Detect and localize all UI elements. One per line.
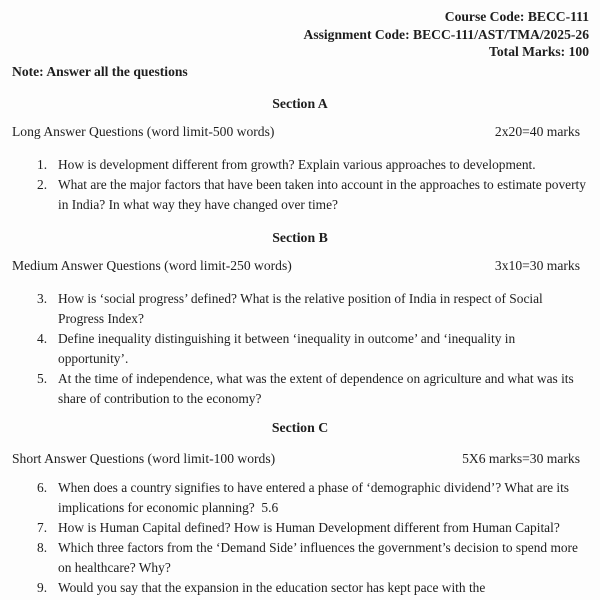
question-5 xyxy=(37,369,586,409)
document-header xyxy=(0,8,600,61)
question-1 xyxy=(37,155,586,175)
question-4-number: 4. xyxy=(37,330,48,346)
question-3-number: 3. xyxy=(37,290,48,306)
question-4 xyxy=(37,329,586,369)
section-a-meta xyxy=(0,122,600,142)
section-c-questions xyxy=(0,478,600,598)
section-b-marks-label: 3x10=30 marks xyxy=(494,257,580,273)
section-c-meta xyxy=(0,449,600,469)
section-a-marks-label: 2x20=40 marks xyxy=(494,123,580,139)
question-8-number: 8. xyxy=(37,539,48,555)
section-b-meta xyxy=(0,256,600,276)
question-7-text: How is Human Capital defined? How is Human Development different from Human Capital? xyxy=(58,519,560,535)
question-9-number: 9. xyxy=(37,579,48,595)
section-b-questions xyxy=(0,289,600,409)
section-c-type-label: Short Answer Questions (word limit-100 words) xyxy=(12,450,276,466)
question-7 xyxy=(37,518,586,538)
question-3-text: How is ‘social progress’ defined? What is the relative position of India in respect of Social Progress Index? xyxy=(58,290,547,326)
section-a-heading: Section A xyxy=(272,95,328,111)
section-b-type-label: Medium Answer Questions (word limit-250 words) xyxy=(12,257,292,273)
section-c-heading: Section C xyxy=(271,419,329,435)
question-1-text: How is development different from growth? Explain various approaches to development. xyxy=(58,156,536,172)
question-2 xyxy=(37,175,590,215)
question-5-text: At the time of independence, what was the extent of dependence on agriculture and what was its share of contribution to the economy? xyxy=(58,370,578,406)
question-7-number: 7. xyxy=(37,519,48,535)
total-marks-line: Total Marks: 100 xyxy=(489,44,589,59)
question-4-text: Define inequality distinguishing it between ‘inequality in outcome’ and ‘inequality in opportunity’. xyxy=(58,330,519,366)
question-3 xyxy=(37,289,586,329)
question-2-number: 2. xyxy=(37,176,48,192)
section-b-heading: Section B xyxy=(272,229,328,245)
note-line: Note: Answer all the questions xyxy=(12,63,188,79)
question-6 xyxy=(37,478,586,518)
section-a-questions xyxy=(0,155,600,215)
question-8 xyxy=(37,538,586,578)
course-code-line: Course Code: BECC-111 xyxy=(444,9,589,24)
question-6-number: 6. xyxy=(37,479,48,495)
question-5-number: 5. xyxy=(37,370,48,386)
question-9-partial xyxy=(37,578,586,598)
section-a-type-label: Long Answer Questions (word limit-500 words) xyxy=(12,123,275,139)
question-8-text: Which three factors from the ‘Demand Side’ influences the government’s decision to spend more on healthcare? Why? xyxy=(58,539,582,575)
assignment-code-line: Assignment Code: BECC-111/AST/TMA/2025-26 xyxy=(303,26,589,42)
question-6-text: When does a country signifies to have entered a phase of ‘demographic dividend’? What are its implications for economic planning? 5.6 xyxy=(58,479,573,515)
question-2-text: What are the major factors that have been taken into account in the approaches to estimate poverty in India? In what way they have changed over time? xyxy=(58,176,590,212)
section-c-marks-label: 5X6 marks=30 marks xyxy=(462,450,580,466)
question-9-text: Would you say that the expansion in the education sector has kept pace with the xyxy=(58,579,486,595)
question-1-number: 1. xyxy=(37,156,48,172)
